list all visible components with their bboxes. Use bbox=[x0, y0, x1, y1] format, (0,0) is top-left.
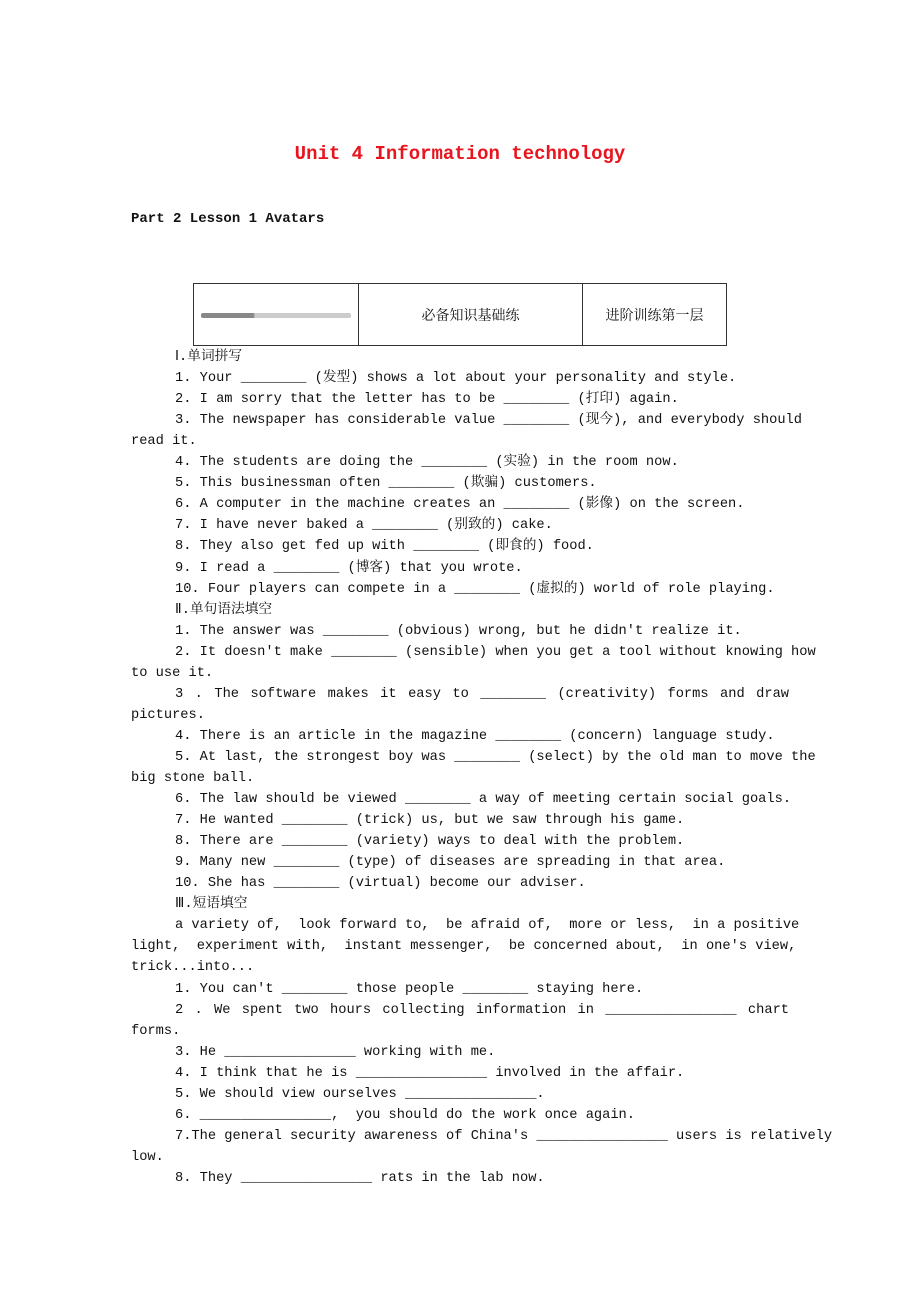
progress-bar-cell bbox=[194, 284, 359, 346]
exercise-line: a variety of, look forward to, be afraid of, more or less, in a positive bbox=[175, 918, 800, 934]
lesson-subtitle: Part 2 Lesson 1 Avatars bbox=[131, 211, 325, 227]
table-cell-advanced: 进阶训练第一层 bbox=[583, 284, 727, 346]
exercise-line: 7. I have never baked a ________ (别致的) cake. bbox=[175, 518, 553, 534]
exercise-line: 9. Many new ________ (type) of diseases are spreading in that area. bbox=[175, 855, 726, 871]
progress-bar-graphic bbox=[201, 313, 351, 318]
exercise-line: 8. They ________________ rats in the lab now. bbox=[175, 1170, 545, 1186]
exercise-line: 1. You can't ________ those people ________ staying here. bbox=[175, 981, 644, 997]
exercise-line: 10. Four players can compete in a ________ (虚拟的) world of role playing. bbox=[175, 581, 775, 597]
page-title: Unit 4 Information technology bbox=[294, 143, 626, 165]
table-cell-basic: 必备知识基础练 bbox=[359, 284, 583, 346]
exercise-line: Ⅱ.单句语法填空 bbox=[175, 602, 273, 618]
section-header-table bbox=[193, 283, 727, 346]
exercise-line: big stone ball. bbox=[131, 771, 255, 786]
exercise-line: 3 . The software makes it easy to ________ (creativity) forms and draw bbox=[175, 686, 789, 702]
exercise-line: 6. ________________, you should do the work once again. bbox=[175, 1107, 635, 1123]
exercise-line: 2. I am sorry that the letter has to be ________ (打印) again. bbox=[175, 392, 679, 408]
exercise-line: forms. bbox=[131, 1023, 181, 1039]
exercise-line: 4. The students are doing the ________ (实验) in the room now. bbox=[175, 455, 679, 471]
exercise-line: 8. There are ________ (variety) ways to deal with the problem. bbox=[175, 834, 685, 850]
exercise-line: light, experiment with, instant messenger, be concerned about, in one's view, bbox=[131, 939, 797, 955]
exercise-line: 9. I read a ________ (博客) that you wrote. bbox=[175, 560, 523, 576]
exercise-line: 4. I think that he is ________________ involved in the affair. bbox=[175, 1065, 685, 1081]
exercise-line: pictures. bbox=[131, 707, 205, 723]
exercise-line: 6. A computer in the machine creates an ________ (影像) on the screen. bbox=[175, 497, 745, 513]
exercise-line: 2. It doesn't make ________ (sensible) when you get a tool without knowing how bbox=[175, 644, 816, 660]
exercise-line: read it. bbox=[131, 434, 197, 450]
exercise-line: 5. This businessman often ________ (欺骗) customers. bbox=[175, 476, 597, 492]
exercise-line: 1. Your ________ (发型) shows a lot about your personality and style. bbox=[175, 371, 737, 387]
exercise-line: trick...into... bbox=[131, 960, 255, 976]
exercise-line: 10. She has ________ (virtual) become our adviser. bbox=[175, 876, 586, 892]
exercise-line: Ⅰ.单词拼写 bbox=[175, 350, 243, 365]
exercise-line: 8. They also get fed up with ________ (即食的) food. bbox=[175, 539, 594, 555]
exercise-line: 3. He ________________ working with me. bbox=[175, 1044, 496, 1060]
exercise-line: 7.The general security awareness of China's ________________ users is relatively bbox=[175, 1128, 833, 1144]
exercise-line: 2 . We spent two hours collecting information in ________________ chart bbox=[175, 1002, 789, 1018]
exercise-line: 4. There is an article in the magazine ________ (concern) language study. bbox=[175, 728, 775, 744]
exercise-line: 5. We should view ourselves ________________. bbox=[175, 1086, 545, 1102]
exercise-line: low. bbox=[131, 1149, 164, 1165]
exercise-line: 5. At last, the strongest boy was ________ (select) by the old man to move the bbox=[175, 749, 816, 765]
exercise-line: 3. The newspaper has considerable value ________ (现今), and everybody should bbox=[175, 413, 802, 429]
exercise-line: 7. He wanted ________ (trick) us, but we saw through his game. bbox=[175, 813, 685, 829]
exercise-line: 6. The law should be viewed ________ a way of meeting certain social goals. bbox=[175, 792, 792, 808]
exercise-line: to use it. bbox=[131, 665, 214, 681]
exercise-line: 1. The answer was ________ (obvious) wrong, but he didn't realize it. bbox=[175, 623, 742, 639]
exercise-line: Ⅲ.短语填空 bbox=[175, 897, 248, 913]
